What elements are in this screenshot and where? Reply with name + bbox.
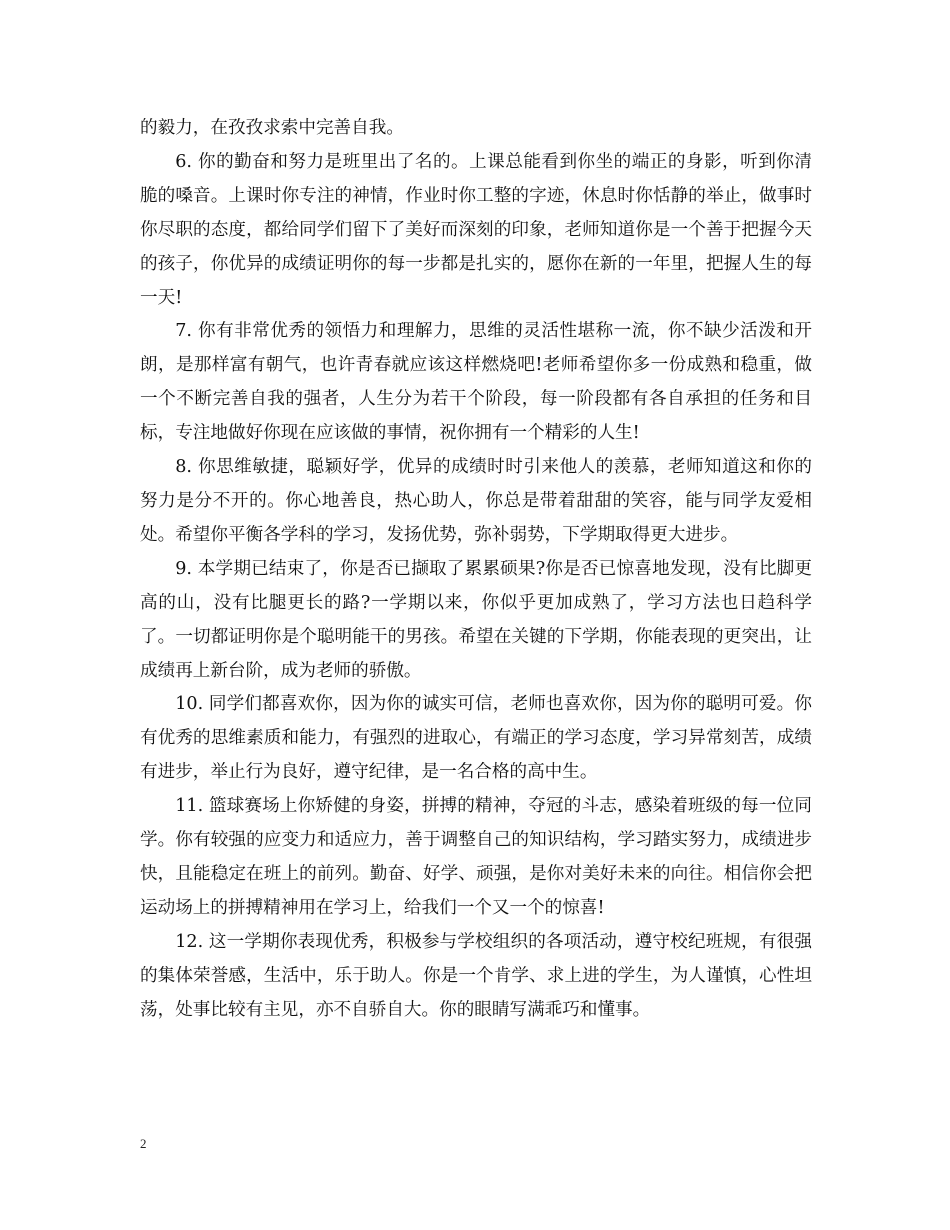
paragraph-item-9: 9. 本学期已结束了，你是否已撷取了累累硕果?你是否已惊喜地发现，没有比脚更高的山，没有比腿更长的路?一学期以来，你似乎更加成熟了，学习方法也日趋科学了。一切都证明你是个聪明能干的男孩。希望在关键的下学期，你能表现的更突出，让成绩再上新台阶，成为老师的骄傲。 (140, 558, 812, 681)
paragraph-item-6: 6. 你的勤奋和努力是班里出了名的。上课总能看到你坐的端正的身影，听到你清脆的嗓音。上课时你专注的神情，作业时你工整的字迹，休息时你恬静的举止，做事时你尽职的态度，都给同学们留下了美好而深刻的印象，老师知道你是一个善于把握今天的孩子，你优异的成绩证明你的每一步都是扎实的，愿你在新的一年里，把握人生的每一天! (140, 151, 812, 308)
paragraph-item-8: 8. 你思维敏捷，聪颖好学，优异的成绩时时引来他人的羡慕，老师知道这和你的努力是分不开的。你心地善良，热心助人，你总是带着甜甜的笑容，能与同学友爱相处。希望你平衡各学科的学习，发扬优势，弥补弱势，下学期取得更大进步。 (140, 457, 812, 545)
paragraph-item-7: 7. 你有非常优秀的领悟力和理解力，思维的灵活性堪称一流，你不缺少活泼和开朗，是那样富有朝气，也许青春就应该这样燃烧吧!老师希望你多一份成熟和稳重，做一个不断完善自我的强者，人生分为若干个阶段，每一阶段都有各自承担的任务和目标，专注地做好你现在应该做的事情，祝你拥有一个精彩的人生! (140, 321, 812, 444)
document-body (140, 112, 812, 1027)
paragraph-item-10: 10. 同学们都喜欢你，因为你的诚实可信，老师也喜欢你，因为你的聪明可爱。你有优秀的思维素质和能力，有强烈的进取心，有端正的学习态度，学习异常刻苦，成绩有进步，举止行为良好，遵守纪律，是一名合格的高中生。 (140, 694, 812, 783)
paragraph-item-12: 12. 这一学期你表现优秀，积极参与学校组织的各项活动，遵守校纪班规，有很强的集体荣誉感，生活中，乐于助人。你是一个肯学、求上进的学生，为人谨慎，心性坦荡，处事比较有主见，亦不自骄自大。你的眼睛写满乖巧和懂事。 (140, 931, 812, 1020)
page-number: 2 (140, 1136, 147, 1151)
paragraph-item-11: 11. 篮球赛场上你矫健的身姿，拼搏的精神，夺冠的斗志，感染着班级的每一位同学。你有较强的应变力和适应力，善于调整自己的知识结构，学习踏实努力，成绩进步快，且能稳定在班上的前列。勤奋、好学、顽强，是你对美好未来的向往。相信你会把运动场上的拼搏精神用在学习上，给我们一个又一个的惊喜! (140, 796, 812, 918)
paragraph-continuation: 的毅力，在孜孜求索中完善自我。 (140, 118, 404, 138)
